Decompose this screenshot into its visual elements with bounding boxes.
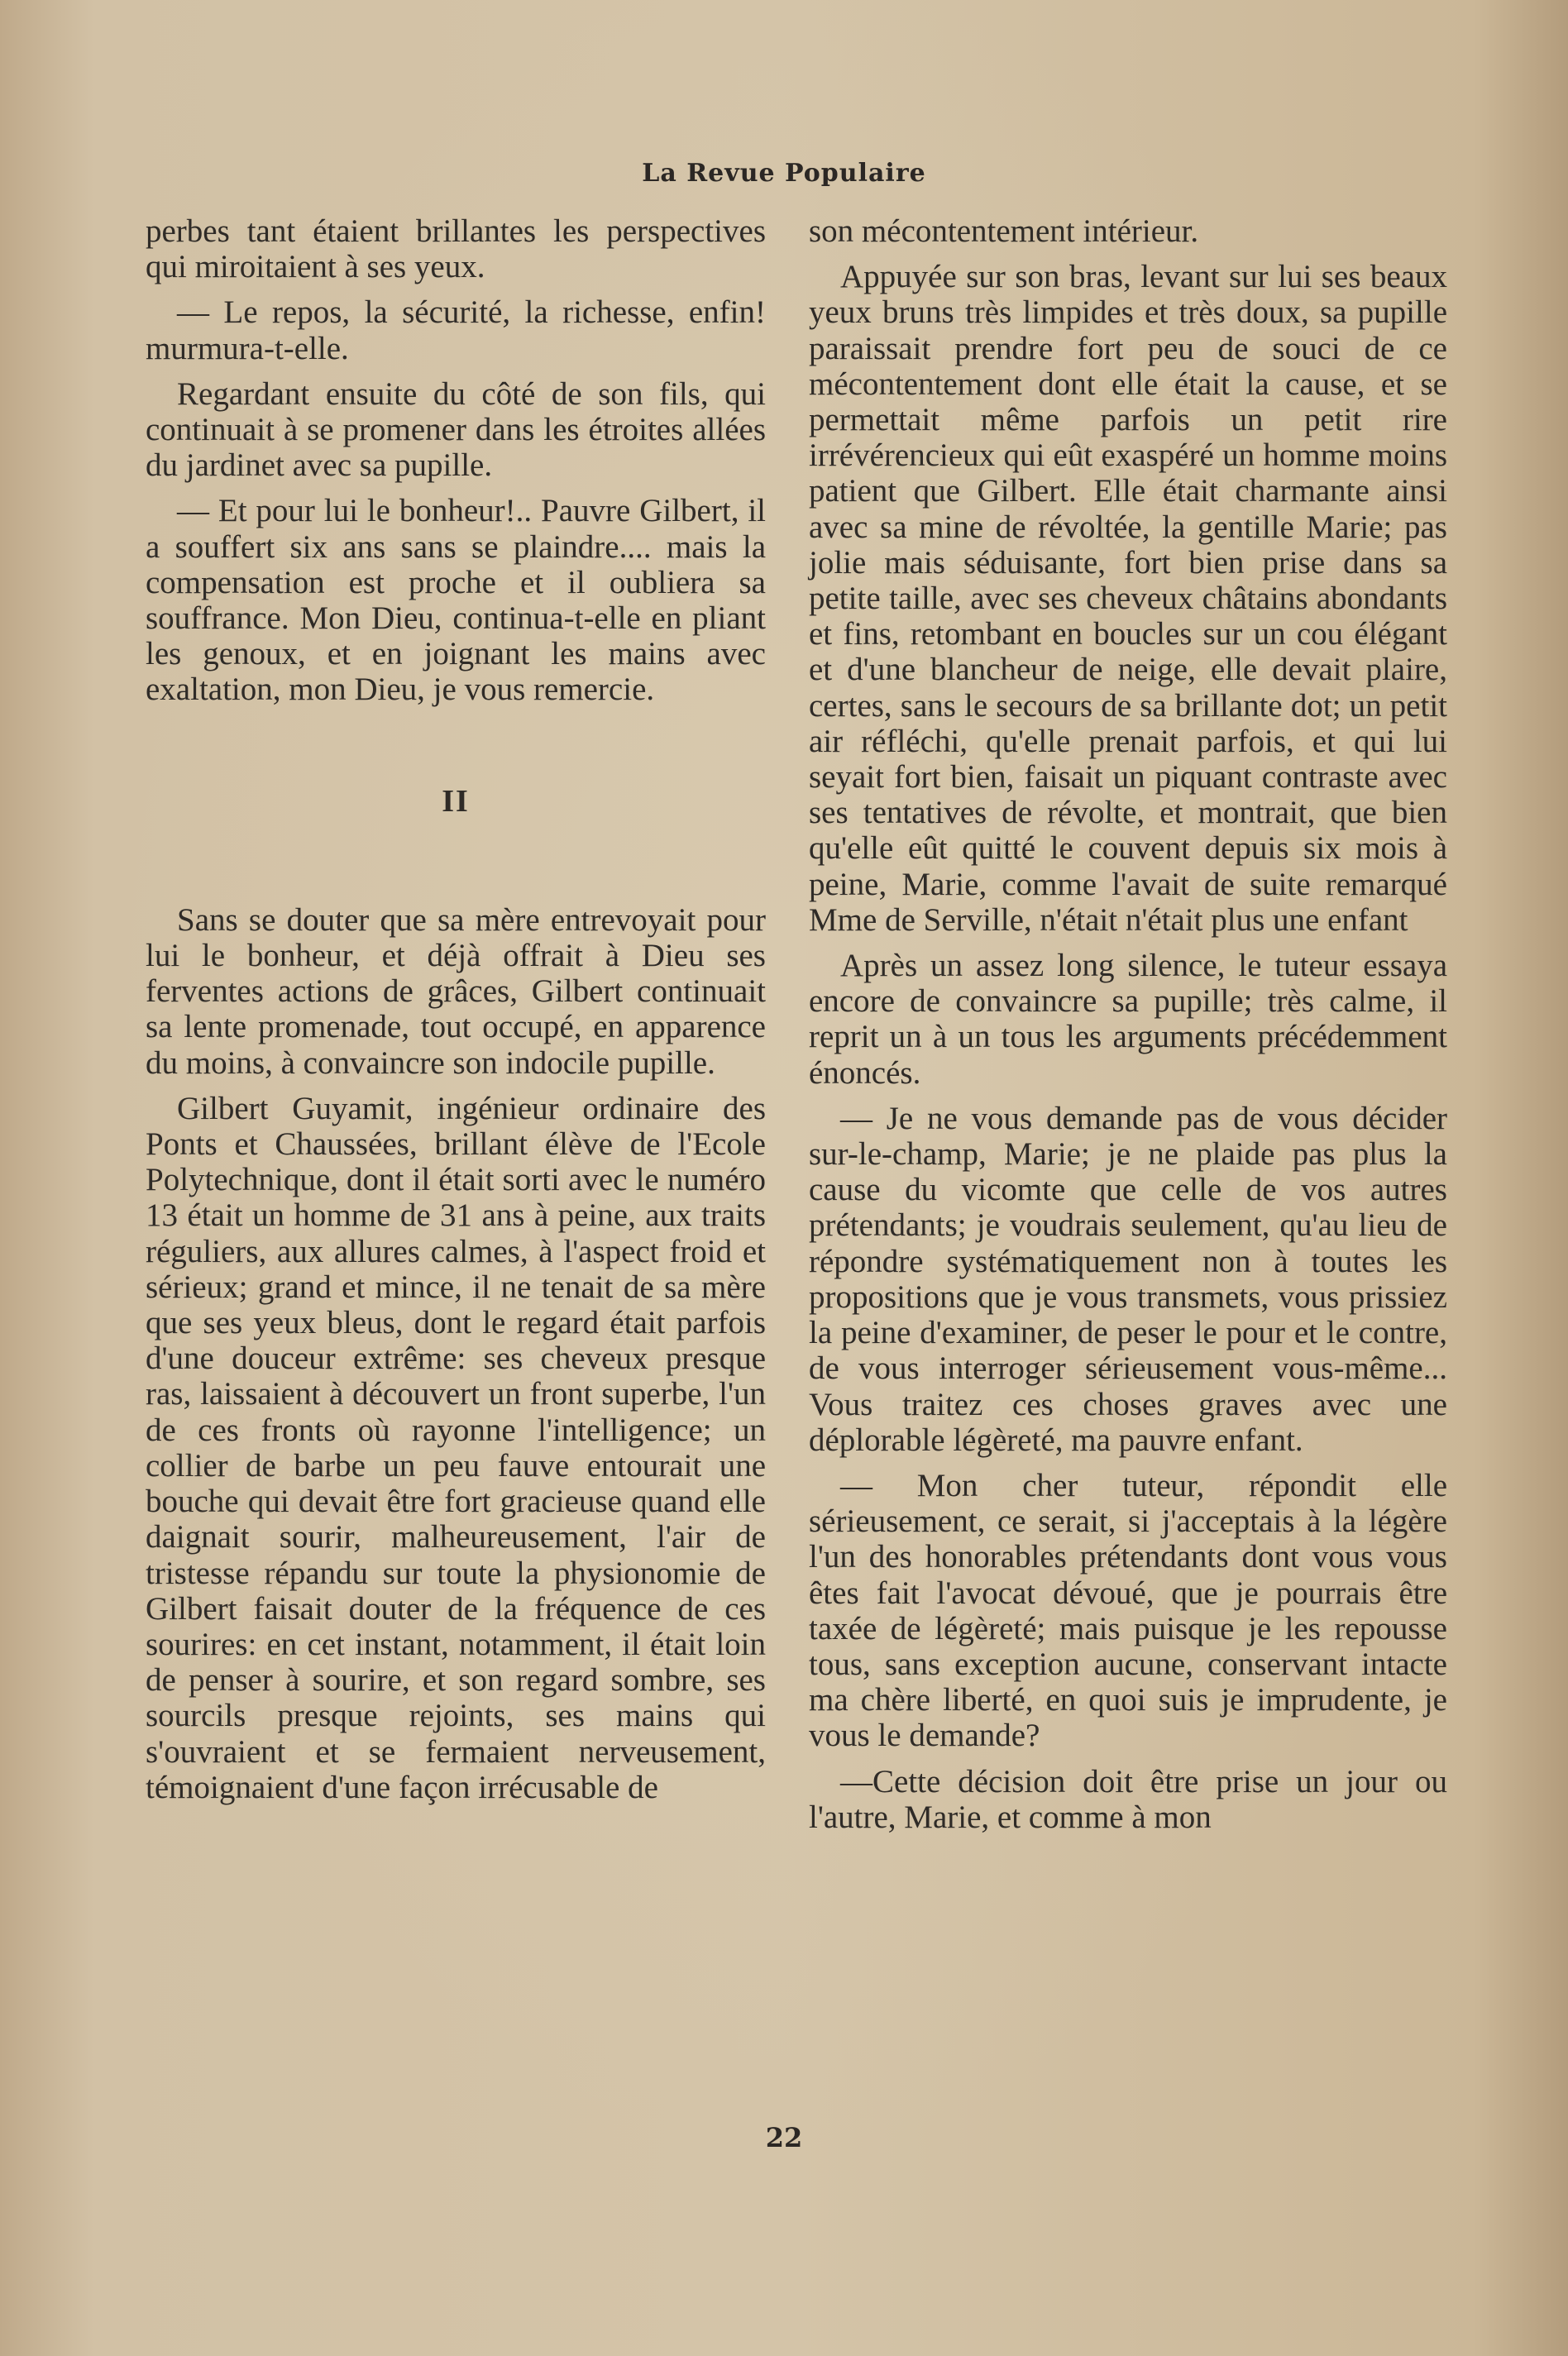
paragraph: Gilbert Guyamit, ingénieur ordinaire des Ponts et Chaussées, brillant élève de l'Ecole Polytechnique, dont il était sorti avec le numéro 13 était un homme de 31 ans à peine, aux traits réguliers, aux allures calmes, à l'aspect froid et sérieux; grand et mince, il ne tenait de sa mère que ses yeux bleus, dont le regard était parfois d'une douceur extrême: ses cheveux presque ras, laissaient à découvert un front superbe, l'un de ces fronts où rayonne l'intelligence; un collier de barbe un peu fauve entourait une bouche qui devait être fort gracieuse quand elle daignait sourir, malheureusement, l'air de tristesse répandu sur toute la physionomie de Gilbert faisait douter de la fréquence de ces sourires: en cet instant, notamment, il était loin de penser à sourire, et son regard sombre, ses sourcils presque rejoints, ses mains qui s'ouvraient et se fermaient nerveusement, témoignaient d'une façon irrécusable de (146, 1090, 766, 1805)
paragraph: Appuyée sur son bras, levant sur lui ses beaux yeux bruns très limpides et très doux, sa pupille paraissait prendre fort peu de souci de ce mécontentement dont elle était la cause, et se permettait même parfois un petit rire irrévérencieux qui eût exaspéré un homme moins patient que Gilbert. Elle était charmante ainsi avec sa mine de révoltée, la gentille Marie; pas jolie mais séduisante, fort bien prise dans sa petite taille, avec ses cheveux châtains abondants et fins, retombant en boucles sur un cou élégant et d'une blancheur de neige, elle devait plaire, certes, sans le secours de sa brillante dot; un petit air réfléchi, qu'elle prenait parfois, et qui lui seyait fort bien, faisait un piquant contraste avec ses tentatives de révolte, et montrait, que bien qu'elle eût quitté le couvent depuis six mois à peine, Marie, comme l'avait de suite remarqué Mme de Serville, n'était n'était plus une enfant (809, 259, 1447, 938)
paragraph: — Et pour lui le bonheur!.. Pauvre Gilbert, il a souffert six ans sans se plaindre.... mais la compensation est proche et il oubliera sa souffrance. Mon Dieu, continua-t-elle en pliant les genoux, et en joignant les mains avec exaltation, mon Dieu, je vous remercie. (146, 493, 766, 708)
running-header: La Revue Populaire (642, 159, 926, 188)
paragraph: —Cette décision doit être prise un jour ou l'autre, Marie, et comme à mon (809, 1763, 1447, 1835)
paragraph: — Mon cher tuteur, répondit elle sérieusement, ce serait, si j'acceptais à la légère l'un des honorables prétendants dont vous vous êtes fait l'avocat dévoué, que je pourrais être taxée de légèreté; mais puisque je les repousse tous, sans exception aucune, conservant intacte ma chère liberté, en quoi suis je imprudente, je vous le demande? (809, 1467, 1447, 1754)
page-number: 22 (765, 2122, 803, 2153)
right-column (809, 213, 1447, 1845)
paragraph: perbes tant étaient brillantes les perspectives qui miroitaient à ses yeux. (146, 213, 766, 285)
paragraph: Après un assez long silence, le tuteur essaya encore de convaincre sa pupille; très calme, il reprit un à un tous les arguments précédemment énoncés. (809, 948, 1447, 1091)
left-column (146, 213, 766, 1815)
paragraph: — Je ne vous demande pas de vous décider sur-le-champ, Marie; je ne plaide pas plus la cause du vicomte que celle de vos autres prétendants; je voudrais seulement, qu'au lieu de répondre systématiquement non à toutes les propositions que je vous transmets, vous prissiez la peine d'examiner, de peser le pour et le contre, de vous interroger sérieusement vous-même... Vous traitez ces choses graves avec une déplorable légèreté, ma pauvre enfant. (809, 1100, 1447, 1458)
section-number: II (442, 783, 470, 819)
paragraph: Sans se douter que sa mère entrevoyait pour lui le bonheur, et déjà offrait à Dieu ses ferventes actions de grâces, Gilbert continuait sa lente promenade, tout occupé, en apparence du moins, à convaincre son indocile pupille. (146, 901, 766, 1081)
paragraph: — Le repos, la sécurité, la richesse, enfin! murmura-t-elle. (146, 294, 766, 366)
paragraph: son mécontentement intérieur. (809, 213, 1199, 249)
paragraph: Regardant ensuite du côté de son fils, qui continuait à se promener dans les étroites allées du jardinet avec sa pupille. (146, 375, 766, 484)
